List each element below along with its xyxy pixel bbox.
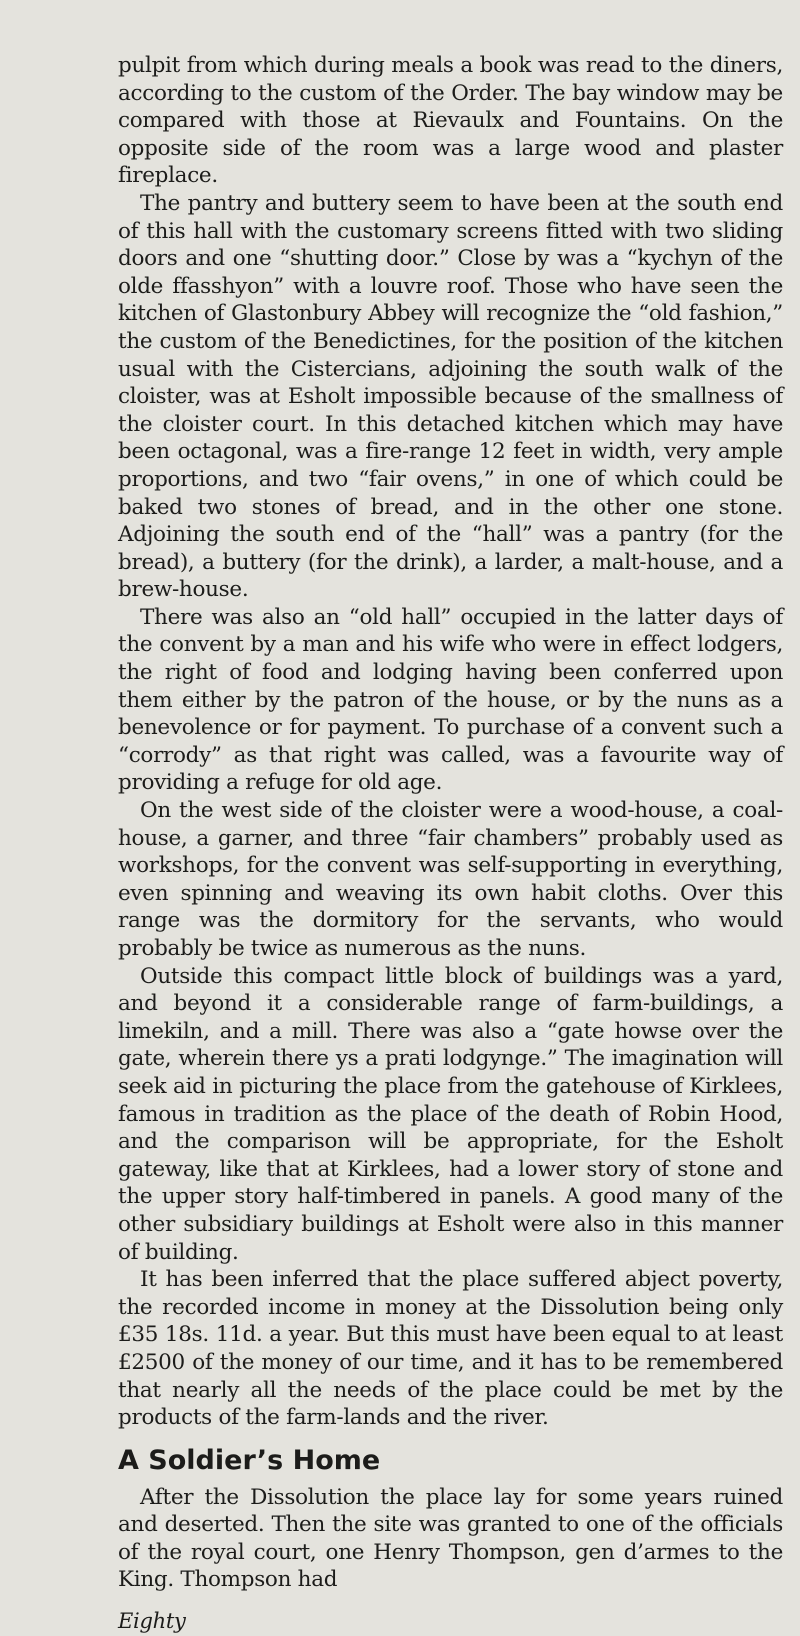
paragraph-pantry-buttery: The pantry and buttery seem to have been at the south end of this hall with the customary screens fitted with two sliding doors and one “shutting door.” Close by was a “kychyn of the olde ffasshyon” with a louvre roof. Those who have seen the kitchen of Glastonbury Abbey will recognize the “old fashion,” the custom of the Benedictines, for the position of the kitchen usual with the Cistercians, adjoining the south walk of the cloister, was at Esholt impossible because of the smallness of the cloister court. In this detached kitchen which may have been octagonal, was a fire-range 12 feet in width, very ample proportions, and two “fair ovens,” in one of which could be baked two stones of bread, and in the other one stone. Adjoining the south end of the “hall” was a pantry (for the bread), a buttery (for the drink), a larder, a malt-house, and a brew-house.	[118, 190, 783, 603]
paragraph-dissolution: After the Dissolution the place lay for some years ruined and deserted. Then the site was granted to one of the officials of the royal court, one Henry Thompson, gen d’armes to the King. Thompson had	[118, 1484, 783, 1593]
paragraph-old-hall: There was also an “old hall” occupied in the latter days of the convent by a man and his wife who were in effect lodgers, the right of food and lodging having been conferred upon them either by the patron of the house, or by the nuns as a benevolence or for payment. To purchase of a convent such a “corrody” as that right was called, was a favourite way of providing a refuge for old age.	[118, 604, 783, 796]
book-page	[118, 52, 783, 1636]
page-number: Eighty	[118, 1609, 186, 1634]
section-heading: A Soldier’s Home	[118, 1444, 381, 1476]
paragraph-poverty: It has been inferred that the place suffered abject poverty, the recorded income in money at the Dissolution being only £35 18s. 11d. a year. But this must have been equal to at least £2500 of the money of our time, and it has to be remembered that nearly all the needs of the place could be met by the products of the farm-lands and the river.	[118, 1267, 783, 1431]
paragraph-west-side: On the west side of the cloister were a wood-house, a coal-house, a garner, and three “fair chambers” probably used as workshops, for the convent was self-supporting in everything, even spinning and weaving its own habit cloths. Over this range was the dormitory for the servants, who would probably be twice as numerous as the nuns.	[118, 798, 783, 961]
paragraph-continued: pulpit from which during meals a book was read to the diners, according to the custom of the Order. The bay window may be compared with those at Rievaulx and Fountains. On the opposite side of the room was a large wood and plaster fireplace.	[118, 53, 783, 189]
paragraph-outside: Outside this compact little block of buildings was a yard, and beyond it a considerable range of farm-buildings, a limekiln, and a mill. There was also a “gate howse over the gate, wherein there ys a prati lodgynge.” The imagination will seek aid in picturing the place from the gatehouse of Kirklees, famous in tradition as the place of the death of Robin Hood, and the comparison will be appropriate, for the Esholt gateway, like that at Kirklees, had a lower story of stone and the upper story half-timbered in panels. A good many of the other subsidiary buildings at Esholt were also in this manner of building.	[118, 963, 783, 1265]
